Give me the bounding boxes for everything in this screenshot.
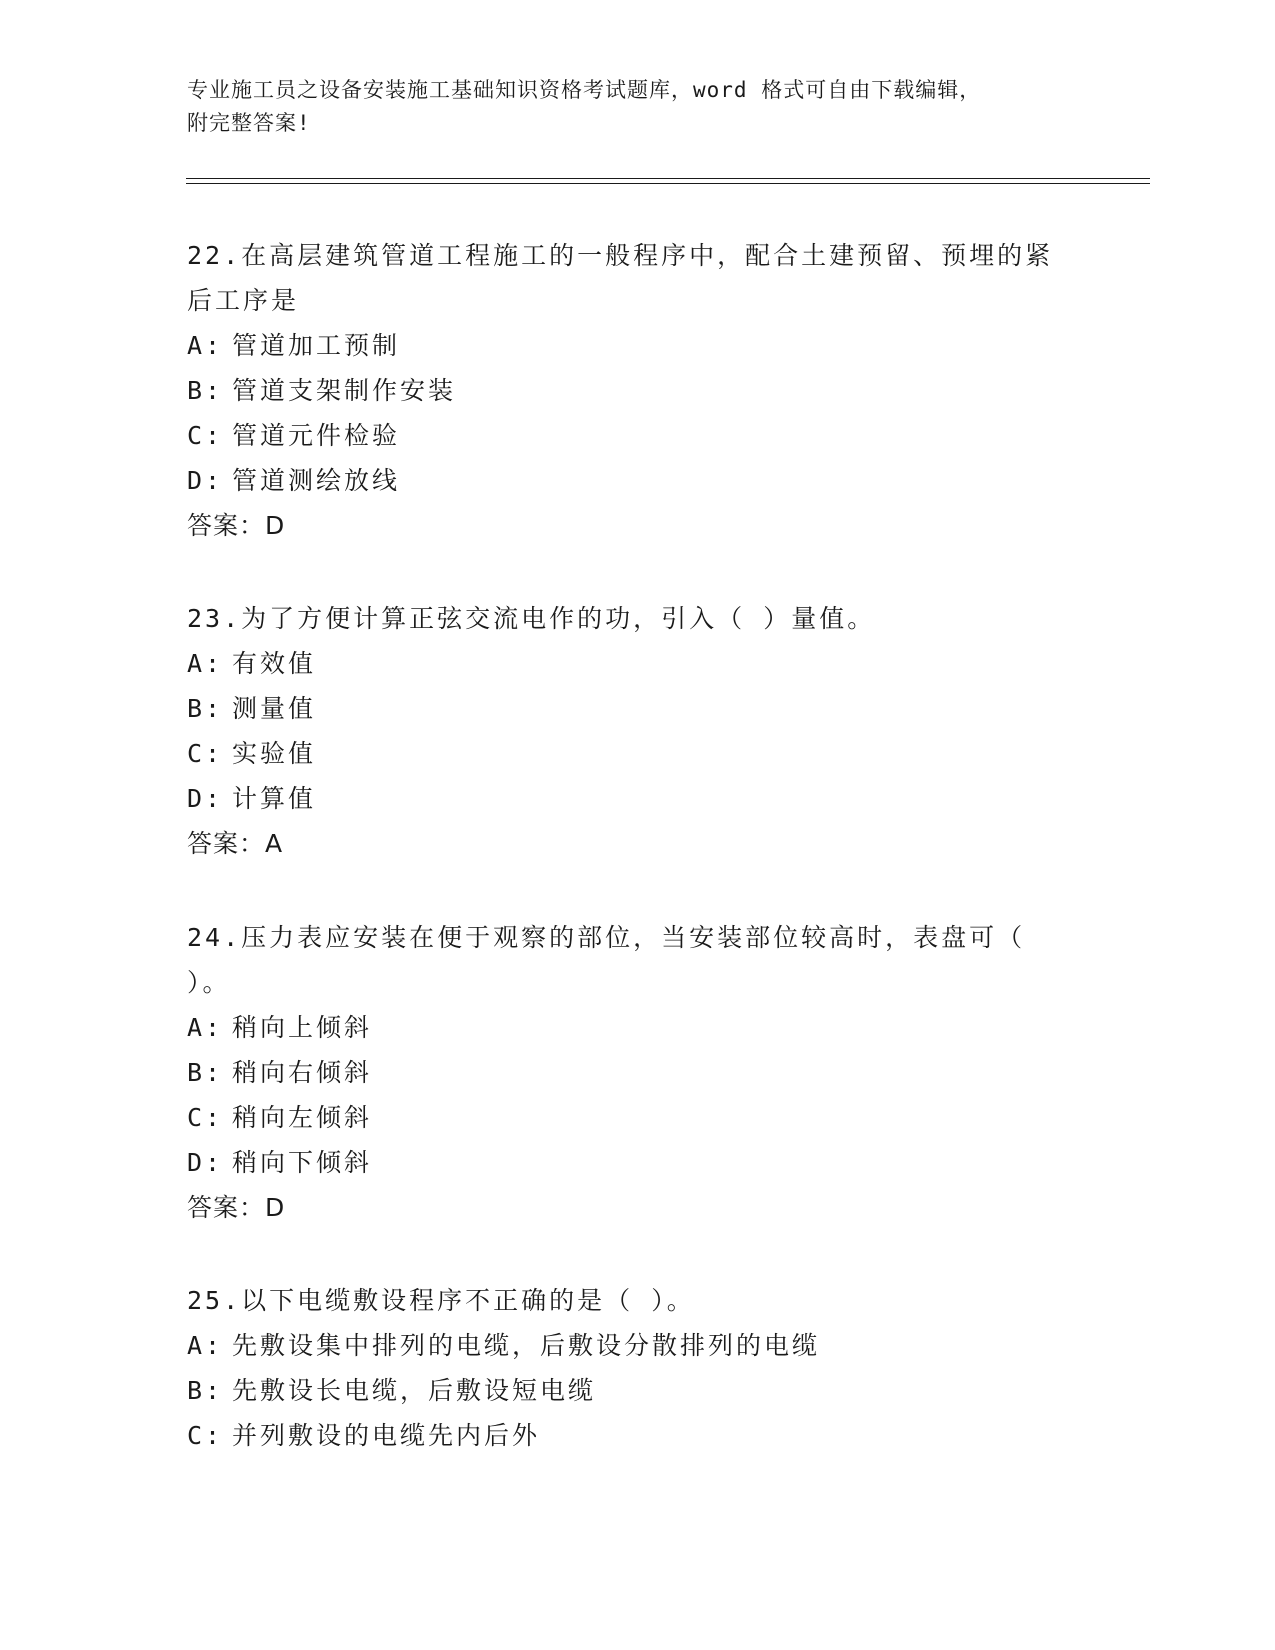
option-text: 管道加工预制: [232, 331, 401, 360]
option-text: 先敷设集中排列的电缆，后敷设分散排列的电缆: [232, 1331, 821, 1360]
option-text: 先敷设长电缆，后敷设短电缆: [232, 1376, 597, 1405]
question-list: [187, 233, 1087, 1506]
option-letter: C:: [187, 1421, 224, 1450]
question-25: [187, 1279, 1087, 1458]
header-line-1: 专业施工员之设备安装施工基础知识资格考试题库，word 格式可自由下载编辑，: [187, 78, 982, 102]
option-text: 管道测绘放线: [232, 466, 401, 495]
option-letter: B:: [187, 694, 224, 723]
header-line-2: 附完整答案!: [187, 111, 311, 135]
option-text: 计算值: [232, 784, 317, 813]
question-24: [187, 915, 1087, 1231]
option-letter: B:: [187, 376, 224, 405]
header-divider-top: [186, 178, 1150, 179]
option-text: 测量值: [232, 694, 317, 723]
option-c: [187, 1413, 1087, 1458]
option-letter: B:: [187, 1058, 224, 1087]
option-text: 管道元件检验: [232, 421, 401, 450]
question-stem: 25.以下电缆敷设程序不正确的是（ ）。: [187, 1286, 695, 1315]
question-stem: 24.压力表应安装在便于观察的部位，当安装部位较高时，表盘可（: [187, 923, 1026, 952]
answer-line: 答案：D: [187, 1193, 286, 1222]
option-a: [187, 1323, 1087, 1368]
option-letter: C:: [187, 421, 224, 450]
option-text: 稍向右倾斜: [232, 1058, 373, 1087]
option-text: 有效值: [232, 649, 317, 678]
option-text: 并列敷设的电缆先内后外: [232, 1421, 541, 1450]
option-text: 稍向下倾斜: [232, 1148, 373, 1177]
question-23: [187, 597, 1087, 867]
option-a: [187, 641, 1087, 686]
option-letter: C:: [187, 739, 224, 768]
option-letter: B:: [187, 1376, 224, 1405]
answer-line: 答案：D: [187, 511, 286, 540]
question-stem-continued: 后工序是: [187, 286, 300, 315]
option-b: [187, 1368, 1087, 1413]
option-text: 管道支架制作安装: [232, 376, 457, 405]
option-letter: C:: [187, 1103, 224, 1132]
option-d: [187, 776, 1087, 821]
answer-line: 答案：A: [187, 829, 284, 858]
option-c: [187, 731, 1087, 776]
option-b: [187, 368, 1087, 413]
option-c: [187, 1095, 1087, 1140]
option-d: [187, 1140, 1087, 1185]
option-letter: D:: [187, 1148, 224, 1177]
option-letter: A:: [187, 1331, 224, 1360]
option-letter: D:: [187, 784, 224, 813]
option-text: 稍向上倾斜: [232, 1013, 373, 1042]
option-a: [187, 323, 1087, 368]
option-b: [187, 686, 1087, 731]
question-stem: 23.为了方便计算正弦交流电作的功，引入（ ）量值。: [187, 604, 876, 633]
question-stem-continued: ）。: [187, 968, 231, 997]
option-letter: A:: [187, 1013, 224, 1042]
option-text: 稍向左倾斜: [232, 1103, 373, 1132]
option-letter: A:: [187, 331, 224, 360]
option-a: [187, 1005, 1087, 1050]
question-22: [187, 233, 1087, 549]
option-letter: D:: [187, 466, 224, 495]
option-c: [187, 413, 1087, 458]
option-d: [187, 458, 1087, 503]
option-letter: A:: [187, 649, 224, 678]
question-stem: 22.在高层建筑管道工程施工的一般程序中，配合土建预留、预埋的紧: [187, 241, 1054, 270]
document-header: [187, 74, 1087, 140]
header-divider-bottom: [186, 183, 1150, 184]
option-b: [187, 1050, 1087, 1095]
option-text: 实验值: [232, 739, 317, 768]
